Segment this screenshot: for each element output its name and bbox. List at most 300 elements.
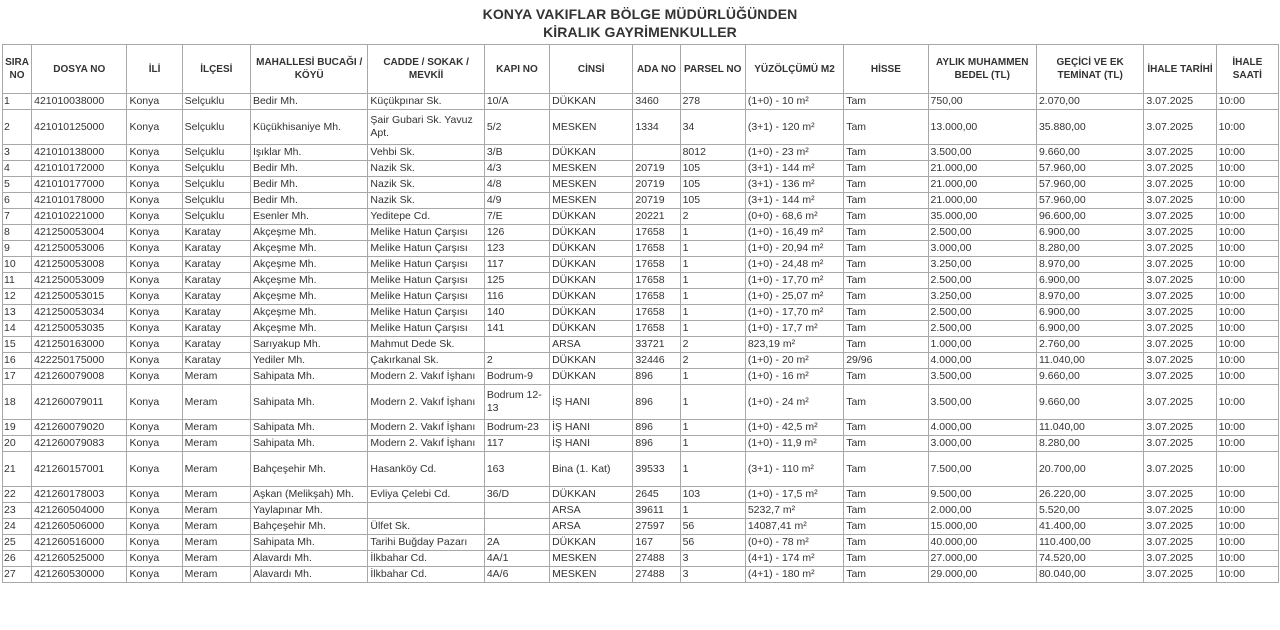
sira-no-cell: 25 <box>3 535 32 551</box>
sira-no-cell: 17 <box>3 369 32 385</box>
ilcesi-cell: Meram <box>182 385 250 420</box>
ilcesi-cell: Meram <box>182 420 250 436</box>
sira-no-cell: 26 <box>3 551 32 567</box>
table-row <box>3 420 1279 436</box>
dosya-no-cell: 421260157001 <box>32 452 127 487</box>
mahalle-cell: Küçükhisaniye Mh. <box>250 110 367 145</box>
ihale-saati-cell: 10:00 <box>1216 519 1278 535</box>
parsel-no-cell: 56 <box>680 535 745 551</box>
kapi-no-cell: 3/B <box>484 145 549 161</box>
yuzolcumu-cell: (3+1) - 136 m² <box>745 177 843 193</box>
ihale-tarihi-cell: 3.07.2025 <box>1144 209 1216 225</box>
mahalle-cell: Akçeşme Mh. <box>250 225 367 241</box>
kapi-no-cell: 126 <box>484 225 549 241</box>
sira-no-cell: 3 <box>3 145 32 161</box>
ihale-tarihi-cell: 3.07.2025 <box>1144 305 1216 321</box>
parsel-no-cell: 1 <box>680 273 745 289</box>
teminat-cell: 110.400,00 <box>1036 535 1143 551</box>
cadde-sokak-cell: Melike Hatun Çarşısı <box>368 289 484 305</box>
kapi-no-cell: 140 <box>484 305 549 321</box>
ihale-saati-cell: 10:00 <box>1216 209 1278 225</box>
hisse-cell: Tam <box>844 436 928 452</box>
mahalle-cell: Akçeşme Mh. <box>250 321 367 337</box>
ihale-tarihi-cell: 3.07.2025 <box>1144 436 1216 452</box>
ihale-saati-cell: 10:00 <box>1216 161 1278 177</box>
ilcesi-cell: Meram <box>182 519 250 535</box>
ili-cell: Konya <box>127 337 182 353</box>
ili-cell: Konya <box>127 110 182 145</box>
hisse-cell: Tam <box>844 241 928 257</box>
kapi-no-cell <box>484 337 549 353</box>
aylik-bedel-cell: 3.000,00 <box>928 241 1036 257</box>
ili-cell: Konya <box>127 519 182 535</box>
mahalle-cell: Bahçeşehir Mh. <box>250 452 367 487</box>
aylik-bedel-cell: 40.000,00 <box>928 535 1036 551</box>
sira-no-cell: 24 <box>3 519 32 535</box>
kapi-no-cell: 4/8 <box>484 177 549 193</box>
dosya-no-cell: 421260079020 <box>32 420 127 436</box>
ilcesi-cell: Karatay <box>182 337 250 353</box>
ihale-tarihi-cell: 3.07.2025 <box>1144 193 1216 209</box>
kapi-no-cell <box>484 519 549 535</box>
aylik-bedel-cell: 35.000,00 <box>928 209 1036 225</box>
cadde-sokak-cell: Nazik Sk. <box>368 193 484 209</box>
ihale-saati-cell: 10:00 <box>1216 436 1278 452</box>
aylik-bedel-cell: 2.500,00 <box>928 273 1036 289</box>
ihale-tarihi-cell: 3.07.2025 <box>1144 519 1216 535</box>
ihale-saati-cell: 10:00 <box>1216 94 1278 110</box>
ilcesi-cell: Meram <box>182 551 250 567</box>
cinsi-cell: DÜKKAN <box>550 305 633 321</box>
cadde-sokak-cell: Evliya Çelebi Cd. <box>368 487 484 503</box>
kapi-no-cell: Bodrum 12-13 <box>484 385 549 420</box>
cinsi-cell: DÜKKAN <box>550 535 633 551</box>
ada-no-cell: 1334 <box>633 110 680 145</box>
ihale-saati-cell: 10:00 <box>1216 289 1278 305</box>
cadde-sokak-cell: Nazik Sk. <box>368 177 484 193</box>
ilcesi-cell: Selçuklu <box>182 193 250 209</box>
cadde-sokak-cell: Melike Hatun Çarşısı <box>368 321 484 337</box>
dosya-no-cell: 422250175000 <box>32 353 127 369</box>
ada-no-cell: 896 <box>633 369 680 385</box>
mahalle-cell: Sahipata Mh. <box>250 369 367 385</box>
kapi-no-cell: 116 <box>484 289 549 305</box>
hisse-cell: Tam <box>844 225 928 241</box>
ihale-saati-cell: 10:00 <box>1216 273 1278 289</box>
parsel-no-cell: 1 <box>680 225 745 241</box>
parsel-no-cell: 2 <box>680 209 745 225</box>
cadde-sokak-cell: Nazik Sk. <box>368 161 484 177</box>
cinsi-cell: Bina (1. Kat) <box>550 452 633 487</box>
cinsi-cell: DÜKKAN <box>550 225 633 241</box>
parsel-no-cell: 105 <box>680 161 745 177</box>
ada-no-cell: 896 <box>633 420 680 436</box>
yuzolcumu-cell: (1+0) - 17,7 m² <box>745 321 843 337</box>
dosya-no-cell: 421260530000 <box>32 567 127 583</box>
cinsi-cell: DÜKKAN <box>550 273 633 289</box>
table-row <box>3 353 1279 369</box>
ili-cell: Konya <box>127 567 182 583</box>
kapi-no-cell: 123 <box>484 241 549 257</box>
aylik-bedel-cell: 3.500,00 <box>928 385 1036 420</box>
header-ili: İLİ <box>127 45 182 94</box>
kapi-no-cell: 10/A <box>484 94 549 110</box>
ihale-tarihi-cell: 3.07.2025 <box>1144 369 1216 385</box>
table-row <box>3 305 1279 321</box>
header-sira-no: SIRA NO <box>3 45 32 94</box>
parsel-no-cell: 1 <box>680 503 745 519</box>
dosya-no-cell: 421260079083 <box>32 436 127 452</box>
table-row <box>3 337 1279 353</box>
mahalle-cell: Yediler Mh. <box>250 353 367 369</box>
cadde-sokak-cell: Modern 2. Vakıf İşhanı <box>368 436 484 452</box>
sira-no-cell: 15 <box>3 337 32 353</box>
hisse-cell: Tam <box>844 305 928 321</box>
hisse-cell: Tam <box>844 519 928 535</box>
ilcesi-cell: Selçuklu <box>182 209 250 225</box>
ilcesi-cell: Selçuklu <box>182 161 250 177</box>
teminat-cell: 8.970,00 <box>1036 257 1143 273</box>
yuzolcumu-cell: (1+0) - 42,5 m² <box>745 420 843 436</box>
kapi-no-cell <box>484 503 549 519</box>
cadde-sokak-cell: Modern 2. Vakıf İşhanı <box>368 369 484 385</box>
ada-no-cell: 39533 <box>633 452 680 487</box>
hisse-cell: Tam <box>844 145 928 161</box>
cinsi-cell: MESKEN <box>550 193 633 209</box>
header-gecici-teminat: GEÇİCİ VE EK TEMİNAT (TL) <box>1036 45 1143 94</box>
cadde-sokak-cell: Mahmut Dede Sk. <box>368 337 484 353</box>
cadde-sokak-cell <box>368 503 484 519</box>
table-row <box>3 503 1279 519</box>
kapi-no-cell: 163 <box>484 452 549 487</box>
table-row <box>3 452 1279 487</box>
ada-no-cell: 17658 <box>633 241 680 257</box>
mahalle-cell: Akçeşme Mh. <box>250 305 367 321</box>
sira-no-cell: 5 <box>3 177 32 193</box>
table-row <box>3 193 1279 209</box>
aylik-bedel-cell: 3.250,00 <box>928 257 1036 273</box>
yuzolcumu-cell: 14087,41 m² <box>745 519 843 535</box>
ihale-tarihi-cell: 3.07.2025 <box>1144 161 1216 177</box>
cadde-sokak-cell: Vehbi Sk. <box>368 145 484 161</box>
ili-cell: Konya <box>127 241 182 257</box>
table-row <box>3 94 1279 110</box>
yuzolcumu-cell: (1+0) - 24,48 m² <box>745 257 843 273</box>
yuzolcumu-cell: (1+0) - 24 m² <box>745 385 843 420</box>
parsel-no-cell: 56 <box>680 519 745 535</box>
cadde-sokak-cell: Yeditepe Cd. <box>368 209 484 225</box>
teminat-cell: 57.960,00 <box>1036 177 1143 193</box>
sira-no-cell: 6 <box>3 193 32 209</box>
kapi-no-cell: 5/2 <box>484 110 549 145</box>
header-ada-no: ADA NO <box>633 45 680 94</box>
yuzolcumu-cell: (4+1) - 180 m² <box>745 567 843 583</box>
dosya-no-cell: 421250053009 <box>32 273 127 289</box>
yuzolcumu-cell: (1+0) - 20,94 m² <box>745 241 843 257</box>
cinsi-cell: DÜKKAN <box>550 241 633 257</box>
hisse-cell: Tam <box>844 487 928 503</box>
ihale-tarihi-cell: 3.07.2025 <box>1144 535 1216 551</box>
mahalle-cell: Esenler Mh. <box>250 209 367 225</box>
ihale-saati-cell: 10:00 <box>1216 225 1278 241</box>
ihale-tarihi-cell: 3.07.2025 <box>1144 353 1216 369</box>
cadde-sokak-cell: Melike Hatun Çarşısı <box>368 225 484 241</box>
parsel-no-cell: 1 <box>680 452 745 487</box>
ihale-saati-cell: 10:00 <box>1216 110 1278 145</box>
cadde-sokak-cell: Şair Gubari Sk. Yavuz Apt. <box>368 110 484 145</box>
mahalle-cell: Bedir Mh. <box>250 177 367 193</box>
kapi-no-cell: 36/D <box>484 487 549 503</box>
cadde-sokak-cell: İlkbahar Cd. <box>368 551 484 567</box>
ili-cell: Konya <box>127 452 182 487</box>
mahalle-cell: Aşkan (Melikşah) Mh. <box>250 487 367 503</box>
dosya-no-cell: 421250053034 <box>32 305 127 321</box>
sira-no-cell: 13 <box>3 305 32 321</box>
cinsi-cell: MESKEN <box>550 567 633 583</box>
ihale-saati-cell: 10:00 <box>1216 567 1278 583</box>
parsel-no-cell: 1 <box>680 420 745 436</box>
dosya-no-cell: 421260079011 <box>32 385 127 420</box>
ihale-tarihi-cell: 3.07.2025 <box>1144 420 1216 436</box>
dosya-no-cell: 421250053004 <box>32 225 127 241</box>
cinsi-cell: DÜKKAN <box>550 369 633 385</box>
mahalle-cell: Alavardı Mh. <box>250 551 367 567</box>
yuzolcumu-cell: (3+1) - 110 m² <box>745 452 843 487</box>
hisse-cell: Tam <box>844 161 928 177</box>
ihale-tarihi-cell: 3.07.2025 <box>1144 321 1216 337</box>
ili-cell: Konya <box>127 321 182 337</box>
ihale-tarihi-cell: 3.07.2025 <box>1144 273 1216 289</box>
dosya-no-cell: 421010172000 <box>32 161 127 177</box>
ili-cell: Konya <box>127 257 182 273</box>
ilcesi-cell: Selçuklu <box>182 94 250 110</box>
ihale-saati-cell: 10:00 <box>1216 503 1278 519</box>
sira-no-cell: 23 <box>3 503 32 519</box>
parsel-no-cell: 1 <box>680 436 745 452</box>
hisse-cell: Tam <box>844 209 928 225</box>
ilcesi-cell: Karatay <box>182 289 250 305</box>
cadde-sokak-cell: Modern 2. Vakıf İşhanı <box>368 385 484 420</box>
hisse-cell: Tam <box>844 257 928 273</box>
ada-no-cell: 17658 <box>633 305 680 321</box>
teminat-cell: 35.880,00 <box>1036 110 1143 145</box>
dosya-no-cell: 421260516000 <box>32 535 127 551</box>
document-title: KONYA VAKIFLAR BÖLGE MÜDÜRLÜĞÜNDEN <box>482 6 798 22</box>
yuzolcumu-cell: (1+0) - 16 m² <box>745 369 843 385</box>
teminat-cell: 6.900,00 <box>1036 305 1143 321</box>
mahalle-cell: Alavardı Mh. <box>250 567 367 583</box>
cinsi-cell: DÜKKAN <box>550 209 633 225</box>
cadde-sokak-cell: Ülfet Sk. <box>368 519 484 535</box>
kapi-no-cell: 2 <box>484 353 549 369</box>
yuzolcumu-cell: 823,19 m² <box>745 337 843 353</box>
aylik-bedel-cell: 4.000,00 <box>928 420 1036 436</box>
ada-no-cell: 17658 <box>633 257 680 273</box>
teminat-cell: 80.040,00 <box>1036 567 1143 583</box>
sira-no-cell: 12 <box>3 289 32 305</box>
table-row <box>3 567 1279 583</box>
hisse-cell: Tam <box>844 452 928 487</box>
ilcesi-cell: Meram <box>182 436 250 452</box>
mahalle-cell: Bedir Mh. <box>250 161 367 177</box>
ilcesi-cell: Karatay <box>182 241 250 257</box>
dosya-no-cell: 421250053015 <box>32 289 127 305</box>
dosya-no-cell: 421250053035 <box>32 321 127 337</box>
teminat-cell: 26.220,00 <box>1036 487 1143 503</box>
aylik-bedel-cell: 13.000,00 <box>928 110 1036 145</box>
yuzolcumu-cell: (3+1) - 120 m² <box>745 110 843 145</box>
table-row <box>3 257 1279 273</box>
teminat-cell: 41.400,00 <box>1036 519 1143 535</box>
kapi-no-cell: 4/3 <box>484 161 549 177</box>
kapi-no-cell: 117 <box>484 436 549 452</box>
ilcesi-cell: Selçuklu <box>182 110 250 145</box>
table-row <box>3 385 1279 420</box>
aylik-bedel-cell: 21.000,00 <box>928 161 1036 177</box>
cadde-sokak-cell: Melike Hatun Çarşısı <box>368 273 484 289</box>
table-row <box>3 225 1279 241</box>
ihale-tarihi-cell: 3.07.2025 <box>1144 551 1216 567</box>
teminat-cell: 96.600,00 <box>1036 209 1143 225</box>
teminat-cell: 9.660,00 <box>1036 385 1143 420</box>
ili-cell: Konya <box>127 177 182 193</box>
sira-no-cell: 19 <box>3 420 32 436</box>
dosya-no-cell: 421260506000 <box>32 519 127 535</box>
parsel-no-cell: 1 <box>680 241 745 257</box>
yuzolcumu-cell: (0+0) - 68,6 m² <box>745 209 843 225</box>
cadde-sokak-cell: Küçükpınar Sk. <box>368 94 484 110</box>
ili-cell: Konya <box>127 289 182 305</box>
aylik-bedel-cell: 4.000,00 <box>928 353 1036 369</box>
ada-no-cell: 17658 <box>633 225 680 241</box>
teminat-cell: 57.960,00 <box>1036 161 1143 177</box>
cadde-sokak-cell: Melike Hatun Çarşısı <box>368 305 484 321</box>
ada-no-cell: 20719 <box>633 177 680 193</box>
kapi-no-cell: Bodrum-9 <box>484 369 549 385</box>
dosya-no-cell: 421260178003 <box>32 487 127 503</box>
teminat-cell: 6.900,00 <box>1036 273 1143 289</box>
header-parsel-no: PARSEL NO <box>680 45 745 94</box>
cadde-sokak-cell: Tarihi Buğday Pazarı <box>368 535 484 551</box>
header-aylik-muhammen-bedel: AYLIK MUHAMMEN BEDEL (TL) <box>928 45 1036 94</box>
aylik-bedel-cell: 29.000,00 <box>928 567 1036 583</box>
table-row <box>3 209 1279 225</box>
ilcesi-cell: Karatay <box>182 321 250 337</box>
yuzolcumu-cell: (0+0) - 78 m² <box>745 535 843 551</box>
header-kapi-no: KAPI NO <box>484 45 549 94</box>
ihale-saati-cell: 10:00 <box>1216 177 1278 193</box>
ihale-tarihi-cell: 3.07.2025 <box>1144 487 1216 503</box>
dosya-no-cell: 421250053006 <box>32 241 127 257</box>
aylik-bedel-cell: 7.500,00 <box>928 452 1036 487</box>
cadde-sokak-cell: Melike Hatun Çarşısı <box>368 241 484 257</box>
cadde-sokak-cell: Modern 2. Vakıf İşhanı <box>368 420 484 436</box>
hisse-cell: 29/96 <box>844 353 928 369</box>
ihale-saati-cell: 10:00 <box>1216 452 1278 487</box>
ili-cell: Konya <box>127 535 182 551</box>
cinsi-cell: DÜKKAN <box>550 145 633 161</box>
aylik-bedel-cell: 9.500,00 <box>928 487 1036 503</box>
yuzolcumu-cell: (1+0) - 10 m² <box>745 94 843 110</box>
ili-cell: Konya <box>127 145 182 161</box>
ili-cell: Konya <box>127 503 182 519</box>
cadde-sokak-cell: Melike Hatun Çarşısı <box>368 257 484 273</box>
parsel-no-cell: 103 <box>680 487 745 503</box>
ada-no-cell: 2645 <box>633 487 680 503</box>
sira-no-cell: 27 <box>3 567 32 583</box>
sira-no-cell: 9 <box>3 241 32 257</box>
header-ilcesi: İLÇESİ <box>182 45 250 94</box>
ihale-saati-cell: 10:00 <box>1216 193 1278 209</box>
ilcesi-cell: Meram <box>182 487 250 503</box>
ili-cell: Konya <box>127 385 182 420</box>
yuzolcumu-cell: (1+0) - 17,70 m² <box>745 273 843 289</box>
sira-no-cell: 16 <box>3 353 32 369</box>
ada-no-cell: 32446 <box>633 353 680 369</box>
hisse-cell: Tam <box>844 385 928 420</box>
table-row <box>3 273 1279 289</box>
teminat-cell: 20.700,00 <box>1036 452 1143 487</box>
yuzolcumu-cell: (1+0) - 16,49 m² <box>745 225 843 241</box>
sira-no-cell: 22 <box>3 487 32 503</box>
table-row <box>3 289 1279 305</box>
cinsi-cell: İŞ HANI <box>550 436 633 452</box>
ada-no-cell: 17658 <box>633 289 680 305</box>
parsel-no-cell: 34 <box>680 110 745 145</box>
ilcesi-cell: Meram <box>182 535 250 551</box>
parsel-no-cell: 105 <box>680 193 745 209</box>
ihale-saati-cell: 10:00 <box>1216 487 1278 503</box>
table-row <box>3 551 1279 567</box>
teminat-cell: 57.960,00 <box>1036 193 1143 209</box>
aylik-bedel-cell: 2.500,00 <box>928 321 1036 337</box>
ada-no-cell: 20221 <box>633 209 680 225</box>
aylik-bedel-cell: 750,00 <box>928 94 1036 110</box>
cinsi-cell: DÜKKAN <box>550 353 633 369</box>
ihale-tarihi-cell: 3.07.2025 <box>1144 241 1216 257</box>
parsel-no-cell: 1 <box>680 321 745 337</box>
teminat-cell: 9.660,00 <box>1036 145 1143 161</box>
ihale-tarihi-cell: 3.07.2025 <box>1144 289 1216 305</box>
kapi-no-cell: 141 <box>484 321 549 337</box>
parsel-no-cell: 1 <box>680 257 745 273</box>
teminat-cell: 11.040,00 <box>1036 353 1143 369</box>
mahalle-cell: Akçeşme Mh. <box>250 289 367 305</box>
ihale-saati-cell: 10:00 <box>1216 321 1278 337</box>
aylik-bedel-cell: 21.000,00 <box>928 177 1036 193</box>
cinsi-cell: MESKEN <box>550 161 633 177</box>
parsel-no-cell: 3 <box>680 551 745 567</box>
dosya-no-cell: 421250053008 <box>32 257 127 273</box>
ilcesi-cell: Karatay <box>182 353 250 369</box>
parsel-no-cell: 105 <box>680 177 745 193</box>
kapi-no-cell: 4/9 <box>484 193 549 209</box>
ihale-saati-cell: 10:00 <box>1216 385 1278 420</box>
parsel-no-cell: 1 <box>680 369 745 385</box>
hisse-cell: Tam <box>844 551 928 567</box>
parsel-no-cell: 2 <box>680 337 745 353</box>
mahalle-cell: Akçeşme Mh. <box>250 241 367 257</box>
ada-no-cell: 20719 <box>633 193 680 209</box>
aylik-bedel-cell: 3.500,00 <box>928 369 1036 385</box>
cinsi-cell: ARSA <box>550 337 633 353</box>
yuzolcumu-cell: (1+0) - 20 m² <box>745 353 843 369</box>
ihale-tarihi-cell: 3.07.2025 <box>1144 385 1216 420</box>
table-row <box>3 161 1279 177</box>
kapi-no-cell: 125 <box>484 273 549 289</box>
mahalle-cell: Işıklar Mh. <box>250 145 367 161</box>
teminat-cell: 8.970,00 <box>1036 289 1143 305</box>
